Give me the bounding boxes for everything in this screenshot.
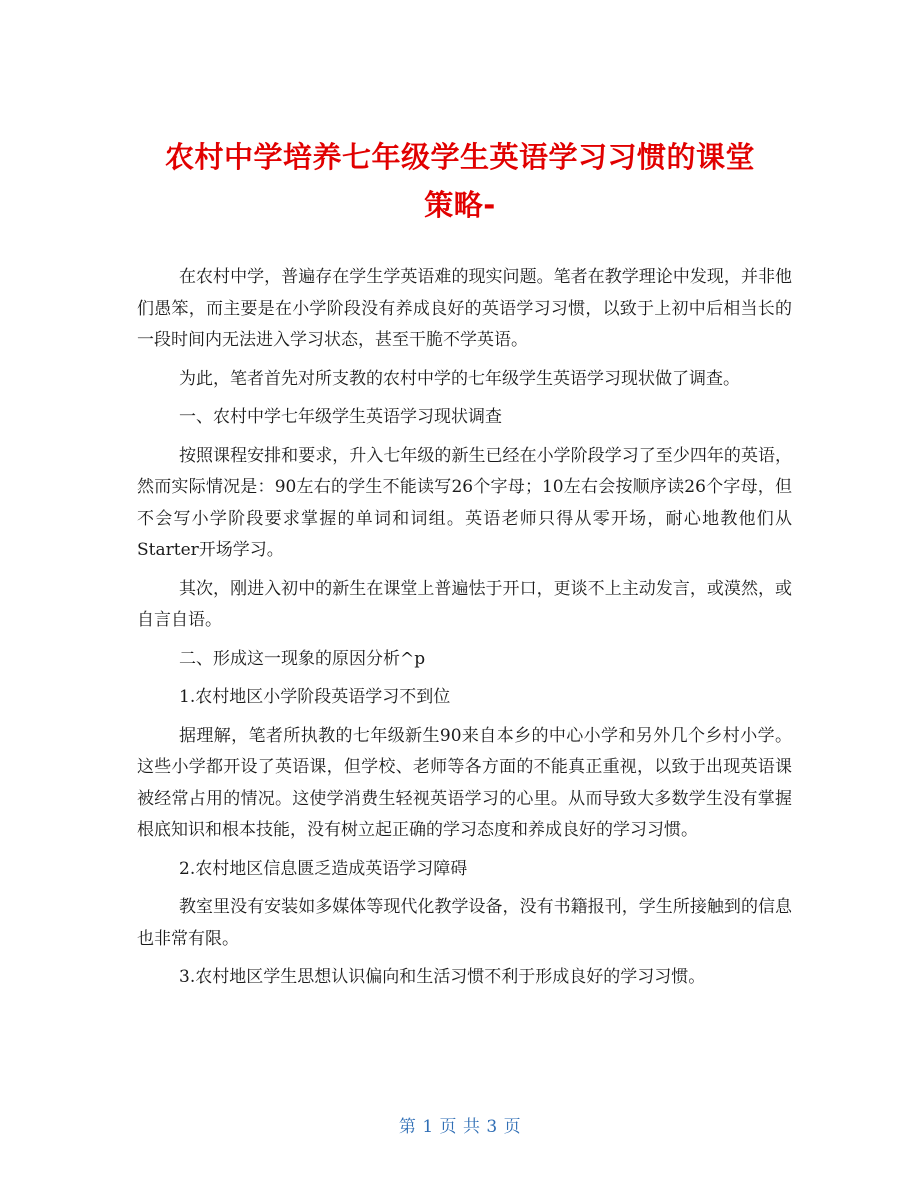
paragraph-survey-lead: 为此，笔者首先对所支教的农村中学的七年级学生英语学习现状做了调查。: [179, 368, 740, 389]
paragraph-information: 教室里没有安装如多媒体等现代化教学设备，没有书籍报刊，学生所接触到的信息也非常有限。: [137, 897, 792, 949]
subheading-1: 1.农村地区小学阶段英语学习不到位: [179, 687, 451, 707]
paragraph-classroom: 其次，刚进入初中的新生在课堂上普遍怯于开口，更谈不上主动发言，或漠然，或自言自语。: [137, 578, 792, 630]
paragraph-primary-school: 据理解，笔者所执教的七年级新生90来自本乡的中心小学和另外几个乡村小学。这些小学都开设了英语课，但学校、老师等各方面的不能真正重视，以致于出现英语课被经常占用的情况。这使学消费生轻视英语学习的心里。从而导致大多数学生没有掌握根底知识和根本技能，没有树立起正确的学习态度和养成良好的学习习惯。: [137, 725, 792, 840]
subheading-3: 3.农村地区学生思想认识偏向和生活习惯不利于形成良好的学习习惯。: [179, 967, 706, 987]
document-title: [120, 133, 800, 229]
subheading-2: 2.农村地区信息匮乏造成英语学习障碍: [179, 858, 468, 879]
page-number-footer: [0, 1112, 920, 1137]
paragraph-intro: 在农村中学，普遍存在学生学英语难的现实问题。笔者在教学理论中发现，并非他们愚笨，而主要是在小学阶段没有养成良好的英语学习习惯，以致于上初中后相当长的一段时间内无法进入学习状态，甚至干脆不学英语。: [137, 267, 792, 350]
page-number-label: 第 1 页 共 3 页: [398, 1117, 522, 1137]
section-heading-1: 一、农村中学七年级学生英语学习现状调查: [179, 407, 502, 427]
paragraph-survey-result: 按照课程安排和要求，升入七年级的新生已经在小学阶段学习了至少四年的英语，然而实际情况是：90左右的学生不能读写26个字母；10左右会按顺序读26个字母，但不会写小学阶段要求掌握的单词和词组。英语老师只得从零开场，耐心地教他们从Starter开场学习。: [137, 445, 792, 560]
section-heading-2: 二、形成这一现象的原因分析^p: [179, 648, 426, 669]
title-line-1: 农村中学培养七年级学生英语学习习惯的课堂: [164, 140, 755, 175]
title-line-2: 策略-: [424, 188, 496, 223]
document-body: [137, 262, 792, 994]
